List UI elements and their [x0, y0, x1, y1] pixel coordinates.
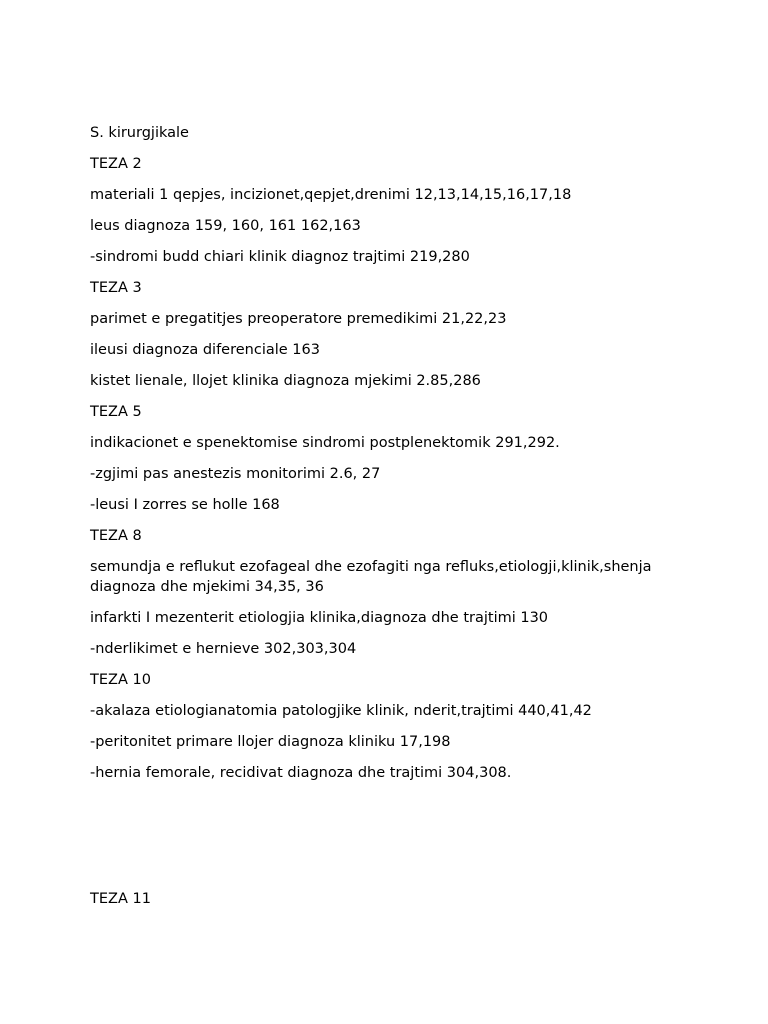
- text-line: indikacionet e spenektomise sindromi postplenektomik 291,292.: [90, 435, 560, 451]
- blank-space: [90, 794, 690, 889]
- text-line: kistet lienale, llojet klinika diagnoza mjekimi 2.85,286: [90, 373, 481, 389]
- section-heading-teza-2: TEZA 2: [90, 156, 142, 172]
- text-line: parimet e pregatitjes preoperatore premedikimi 21,22,23: [90, 311, 507, 327]
- section-heading-teza-10: TEZA 10: [90, 672, 151, 688]
- text-line: materiali 1 qepjes, incizionet,qepjet,drenimi 12,13,14,15,16,17,18: [90, 187, 572, 203]
- section-heading-teza-11: TEZA 11: [90, 891, 151, 907]
- text-line: ileusi diagnoza diferenciale 163: [90, 342, 320, 358]
- text-line: infarkti I mezenterit etiologjia klinika,diagnoza dhe trajtimi 130: [90, 610, 549, 626]
- text-line: leus diagnoza 159, 160, 161 162,163: [90, 218, 361, 234]
- document-body: [90, 123, 690, 920]
- text-line: -zgjimi pas anestezis monitorimi 2.6, 27: [90, 466, 381, 482]
- document-title: S. kirurgjikale: [90, 125, 189, 141]
- text-line: -nderlikimet e hernieve 302,303,304: [90, 641, 357, 657]
- text-line: -akalaza etiologianatomia patologjike klinik, nderit,trajtimi 440,41,42: [90, 703, 592, 719]
- text-line: -leusi I zorres se holle 168: [90, 497, 280, 513]
- section-heading-teza-3: TEZA 3: [90, 280, 142, 296]
- text-line: -sindromi budd chiari klinik diagnoz trajtimi 219,280: [90, 249, 470, 265]
- section-heading-teza-8: TEZA 8: [90, 528, 142, 544]
- section-heading-teza-5: TEZA 5: [90, 404, 142, 420]
- text-line: -peritonitet primare llojer diagnoza kliniku 17,198: [90, 734, 451, 750]
- text-line: semundja e reflukut ezofageal dhe ezofagiti nga refluks,etiologji,klinik,shenja diagnoza dhe mjekimi 34,35, 36: [90, 559, 652, 595]
- text-line: -hernia femorale, recidivat diagnoza dhe trajtimi 304,308.: [90, 765, 512, 781]
